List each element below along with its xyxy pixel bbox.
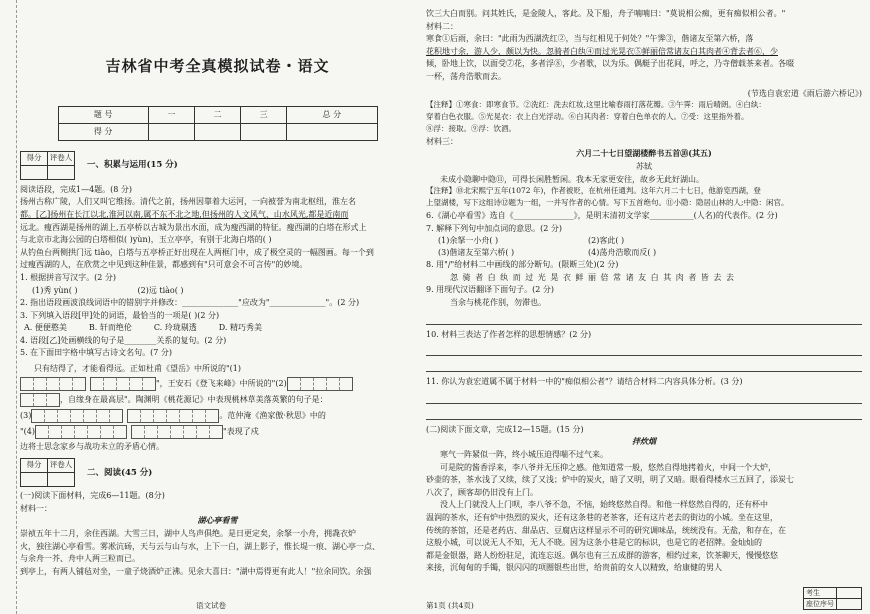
passage-line: 都。[乙]扬州在长江以北,淮河以南,属不东不北之地,但扬州的人文风气、山水风光,都是近南而 [20,209,349,219]
answer-grid[interactable] [35,425,127,439]
q3-option-b[interactable]: B. 轩而绝伦 [88,323,132,333]
story-line: 都是金银器，路人纷纷驻足，流连忘返。偶尔也有三五成群的游客，相约过来，饮茶聊天，慢慢悠悠 [426,550,778,560]
material-1-line: 饮三大白而别。问其姓氏，是金陵人，客此。及下船，舟子喃喃曰："莫说相公痴，更有痴似相公者。" [426,9,786,18]
answer-line[interactable] [426,392,862,404]
q5-text-b: "，王安石《登飞来峰》中所说的"(2) [156,378,287,388]
passage-line: 远北。瘦西湖是扬州的湖上,五亭桥以古城为景出水面，成为瘦西湖的特征。瘦西湖的白塔在形式上 [20,222,367,232]
grader-box [20,458,75,487]
material-1-line: 崇祯五年十二月，余住西湖。大雪三日，湖中人鸟声俱绝。是日更定矣，余拏一小舟，拥毳衣炉 [20,529,356,539]
question-5: 5. 在下面田字格中填写古诗文名句。(7 分) [20,348,173,358]
grader-reviewer-label: 评卷人 [48,459,75,473]
score-table [58,106,378,141]
score-header-cell: 二 [194,106,240,123]
answer-grid[interactable] [20,377,86,391]
material-2-note: ⑧浮：接取。⑨浮：饮酒。 [426,123,516,133]
question-8: 8. 用"/"给材料二中画线的部分断句。(限断三处)(2 分) [426,260,619,270]
grader-reviewer-cell[interactable] [48,473,75,487]
material-2-line: 一杯，荡舟浩歌而去。 [426,71,506,81]
score-blank-cell[interactable] [148,123,194,140]
q5-text-c: ，自缘身在最高层"。陶渊明《桃花源记》中表现桃林草美落英繁的句子是： [60,394,328,404]
q8-sentence[interactable]: 忽 骑 者 白 纨 而 过 光 晃 衣 鲜 丽 倍 常 诸 友 白 其 肉 者 皆 去 去 [450,272,735,282]
material-1-line: 与余舟一芥、舟中人两三粒而已。 [20,554,140,564]
material-2-source: (节选自袁宏道《雨后游六桥记》) [747,88,862,98]
seat-cell[interactable] [837,598,862,609]
seat-label: 座位序号 [804,598,837,609]
story-line: 传统的茶馆，还是老药店、甜品店、豆腐店这样显示不可的研究调味品，统统没有。无盐，和存在，在 [426,525,786,535]
passage-line: 扬州古称广陵，人们又叫它维扬。清代之前，扬州因靠着大运河，一向被誉为南北枢纽，淮左名 [20,197,356,207]
material-3-note: 【注释】⑩北宋熙宁五年(1072 年)，作者被贬，在杭州任通判。这年六月二十七日，他游览西湖，登 [426,186,761,196]
answer-line[interactable] [426,360,862,372]
section2-title: 二、阅读(45 分) [87,467,153,478]
answer-grid[interactable] [127,409,219,423]
material-3-poem: 未成小隐聊中隐⑪，可得长闲胜暂闲。我本无家更安往，故乡无此好湖山。 [440,174,704,184]
q1-a[interactable]: (1)秀 yùn( ) [32,285,78,295]
material-3-note: 上望湖楼，写下这组诗⑫题为一组，一并写作者的心情。写下五首绝句。⑪小隐：隐居山林的人;中隐：闲官。 [426,198,789,208]
grader-score-cell[interactable] [21,165,48,179]
section1-intro: 阅读语段，完成1—4题。(8 分) [20,184,133,194]
material-2-line: 寒食①后雨，余曰："此雨为西湖洗红②，当与红相见于何处？"午霁③，偕诸友至第六桥，落 [426,34,754,44]
question-2: 2. 指出语段画波浪线词语中的错别字并修改：______________"应改为"______________"。(2 分) [20,298,360,308]
material-3-label: 材料三： [426,136,458,146]
score-header-cell: 一 [148,106,194,123]
grader-score-label: 得分 [21,459,48,473]
score-header-cell: 三 [241,106,287,123]
material-2-note: 【注释】①寒食：即寒食节。②洗红：洗去红妆,这里比喻春雨打落花瓣。③午霁：雨后晴朗。④白纨： [426,100,766,110]
story-line: 砂壶的茶，茶水浅了又续，续了又浅；炉中的炭火，暗了又明，明了又暗。眼看得楼水三五回了，添炭七 [426,475,794,485]
q5-text-h: 边将士思念家乡与战功未立的矛盾心情。 [20,441,164,451]
question-1: 1. 根据拼音写汉字。(2 分) [20,272,117,282]
section1-title: 一、积累与运用(15 分) [87,160,178,171]
story-line: 这般小城，可以说无人不知，无人不晓。因为这条小巷是它的标识，也是它的老招牌。金灿灿的 [426,538,762,548]
q7-item[interactable]: (4)荡舟浩歌而反( ) [588,247,657,257]
right-column [426,0,862,614]
seat-number-box [803,587,862,610]
answer-grid[interactable] [31,409,123,423]
passage-line: 从钓鱼台两侧拱门远 tiào，白塔与五亭桥正好出现在人两框门中，成了极空灵的一幅图画。每一个到 [20,247,374,257]
left-column [20,0,415,614]
answer-line[interactable] [426,313,862,325]
score-blank-cell[interactable] [194,123,240,140]
q7-item[interactable]: (1)余拏一小舟( ) [438,236,499,246]
story-line: 八次了，顾客却仍旧没有上门。 [426,487,538,497]
story-title: 拌炊烟 [632,436,656,447]
question-9: 9. 用现代汉语翻译下面句子。(2 分) [426,285,555,295]
q1-b[interactable]: (2)远 tiào( ) [137,285,184,295]
footer-page: 第1页 (共4页) [426,601,474,611]
seat-label: 考生 [804,587,837,598]
question-4: 4. 语段[乙]处画横线的句子是________关系的复句。(2 分) [20,335,227,345]
grader-reviewer-label: 评卷人 [48,151,75,165]
q9-sentence: 当余与桃花作别，勿滞也。 [450,298,546,308]
q3-option-c[interactable]: C. 玲珑剔透 [153,323,197,333]
q7-item[interactable]: (2)客此( ) [588,236,625,246]
story-line: 来接，沉甸甸的手镯，银闪闪的项圈银些出世，给贵前的女人以精致，给康健的男人 [426,563,722,573]
grader-score-cell[interactable] [21,473,48,487]
material-1-line: 火，独往湖心亭看雪。雾凇沆砀，天与云与山与水，上下一白，湖上影子，惟长堤一痕、湖心亭一点、 [20,541,380,551]
material-1-title: 湖心亭看雪 [197,515,238,526]
grader-box [20,151,75,180]
score-blank-cell[interactable] [287,123,377,140]
grader-score-label: 得分 [21,151,48,165]
exam-title: 吉林省中考全真模拟试卷・语文 [105,57,330,75]
reading-subsection-1: (一)阅读下面材料，完成6—11题。(8分) [20,491,165,501]
q3-option-a[interactable]: A. 便便憨美 [24,323,67,333]
answer-grid[interactable] [90,377,156,391]
score-header-cell: 题 号 [58,106,148,123]
question-6: 6.《湖心亭看雪》选自《_______________》，是明末清初文学家___________(人名)的代表作。(2 分) [426,210,778,220]
passage-line: 过瘦西湖的人，在欣赏之中见到这种佳景，都感到有"只可意会不可言传"的妙境。 [20,260,308,270]
story-line: 寒气一阵紧似一阵，终小城压迫得喘不过气来。 [440,450,608,460]
answer-grid[interactable] [131,425,223,439]
material-2-line: 倾，卧地上饮，以面受⑦花，多者浮⑧，少者歌，以为乐。偶艇子出花间，呼之，乃寺僧载茶来者。各啜 [426,59,794,69]
story-line: 可是院的酱香浮来，李八爷并无压抑之感。他知道常一般，悠然自得地拷着火，中间一个大炉， [440,462,776,472]
question-3: 3. 下列填入语段[甲]处的词语，最恰当的一项是( )(2 分) [20,310,220,320]
q7-item[interactable]: (3)偕诸友至第六桥( ) [438,247,515,257]
answer-grid[interactable] [287,377,353,391]
story-line: 没人上门就没人上门呗，李八爷不急，不恼，始终悠然自得。和他一样悠然自得的，还有杯中 [440,500,768,510]
reading-subsection-2: (二)阅读下面文章，完成12—15题。(15 分) [426,424,584,434]
q5-text-g: "表现了戍 [223,426,259,436]
material-2-note: 穿着白色衣服。⑤光晃衣：衣上白光浮动。⑥白其肉者：穿着白色单衣的人。⑦受：这里指外着。 [426,112,749,122]
answer-grid[interactable] [20,393,60,407]
material-2-label: 材料二： [426,21,458,31]
q3-option-d[interactable]: D. 精巧秀美 [218,323,262,333]
grader-reviewer-cell[interactable] [48,165,75,179]
question-11: 11. 你认为袁宏道属不属于材料一中的"痴似相公者"？请结合材料二内容具体分析。(3 分) [426,377,743,387]
passage-line: 与北京市北海公园的白塔相似( )yùn)，玉立亭亭，有别于北海白塔的( ) [20,235,272,245]
footer-left: 语文试卷 [196,601,226,611]
answer-line[interactable] [426,344,862,356]
material-3-author: 苏轼 [636,161,652,171]
question-7: 7. 解释下列句中加点词的意思。(2 分) [426,223,563,233]
binding-margin [0,0,17,614]
material-3-title: 六月二十七日望湖楼醉书五首⑩(其五) [576,148,712,159]
material-1-label: 材料一： [20,503,52,513]
story-line: 温润的茶水，还有炉中热烈的炭火，还有这条巷的老茶客，还有这片老去的街边的小城。坐在这里， [426,513,778,522]
score-blank-cell[interactable] [241,123,287,140]
score-header-cell: 总 分 [287,106,377,123]
q5-label-4: "(4) [20,426,36,436]
answer-line[interactable] [426,408,862,420]
q5-text-e: 。范仲淹《渔家傲·秋思》中的 [219,410,326,420]
material-2-line: 花积地寸余，游人少，颇以为快。忽骑者白纨④而过光晃衣⑤鲜丽倍常诸友白其肉者④背去者⑥，少 [426,46,778,56]
q5-text-a: 只有结得了，才能看得远。正如杜甫《望岳》中所说的"(1) [34,364,242,374]
question-10: 10. 材料三表达了作者怎样的思想情感？(2 分) [426,329,592,339]
seat-cell[interactable] [837,587,862,598]
score-row-label: 得 分 [58,123,148,140]
q5-label-3: (3) [20,410,32,420]
material-1-line: 到亭上，有两人铺毡对坐，一童子烧酒炉正沸。见余大喜曰："湖中焉得更有此人！"拉余同饮。余强 [20,566,372,576]
